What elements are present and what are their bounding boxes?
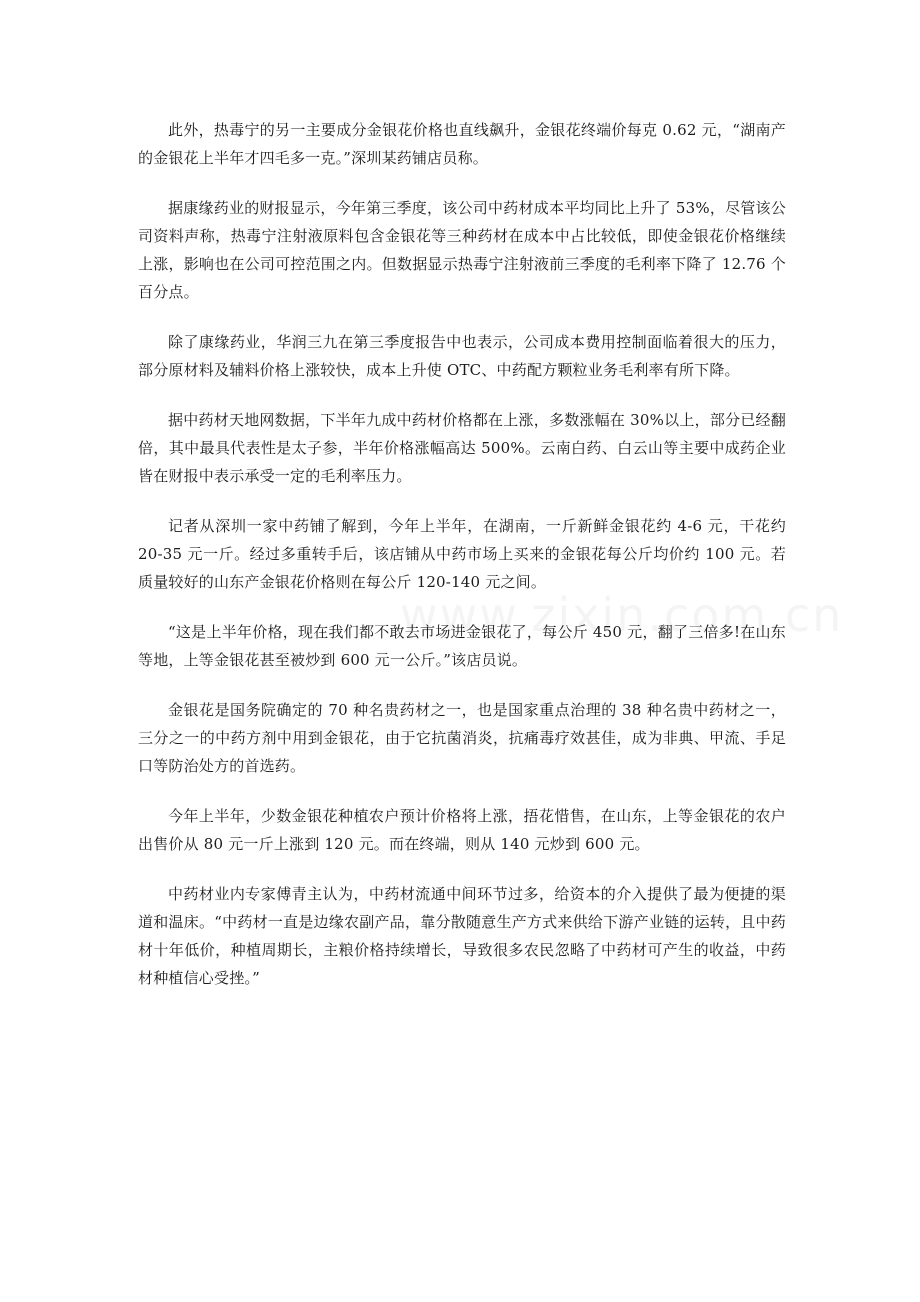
paragraph-2: 据康缘药业的财报显示，今年第三季度，该公司中药材成本平均同比上升了 53%，尽管该公司资料声称，热毒宁注射液原料包含金银花等三种药材在成本中占比较低，即使金银花价格继续上涨，影响也在公司可控范围之内。但数据显示热毒宁注射液前三季度的毛利率下降了 12.76 个百分点。: [138, 199, 786, 301]
paragraph-8: 今年上半年，少数金银花种植农户预计价格将上涨，捂花惜售，在山东，上等金银花的农户出售价从 80 元一斤上涨到 120 元。而在终端，则从 140 元炒到 600 元。: [138, 807, 786, 853]
paragraph-5: 记者从深圳一家中药铺了解到，今年上半年，在湖南，一斤新鲜金银花约 4-6 元，干花约 20-35 元一斤。经过多重转手后，该店铺从中药市场上买来的金银花每公斤均价约 100 元。若质量较好的山东产金银花价格则在每公斤 120-140 元之间。: [138, 517, 786, 591]
paragraph-6: “这是上半年价格，现在我们都不敢去市场进金银花了，每公斤 450 元，翻了三倍多!在山东等地，上等金银花甚至被炒到 600 元一公斤。”该店员说。: [138, 623, 786, 669]
paragraph-1: 此外，热毒宁的另一主要成分金银花价格也直线飙升，金银花终端价每克 0.62 元，“湖南产的金银花上半年才四毛多一克。”深圳某药铺店员称。: [138, 121, 786, 167]
paragraph-7: 金银花是国务院确定的 70 种名贵药材之一，也是国家重点治理的 38 种名贵中药材之一，三分之一的中药方剂中用到金银花，由于它抗菌消炎，抗痛毒疗效甚佳，成为非典、甲流、手足口等防治处方的首选药。: [138, 701, 786, 775]
article-body: [138, 116, 786, 1014]
paragraph-4: 据中药材天地网数据，下半年九成中药材价格都在上涨，多数涨幅在 30%以上，部分已经翻倍，其中最具代表性是太子参，半年价格涨幅高达 500%。云南白药、白云山等主要中成药企业皆在财报中表示承受一定的毛利率压力。: [138, 411, 786, 485]
paragraph-9: 中药材业内专家傅青主认为，中药材流通中间环节过多，给资本的介入提供了最为便捷的渠道和温床。“中药材一直是边缘农副产品，靠分散随意生产方式来供给下游产业链的运转，且中药材十年低价，种植周期长，主粮价格持续增长，导致很多农民忽略了中药材可产生的收益，中药材种植信心受挫。”: [138, 885, 786, 987]
paragraph-3: 除了康缘药业，华润三九在第三季度报告中也表示，公司成本费用控制面临着很大的压力，部分原材料及辅料价格上涨较快，成本上升使 OTC、中药配方颗粒业务毛利率有所下降。: [138, 333, 786, 379]
